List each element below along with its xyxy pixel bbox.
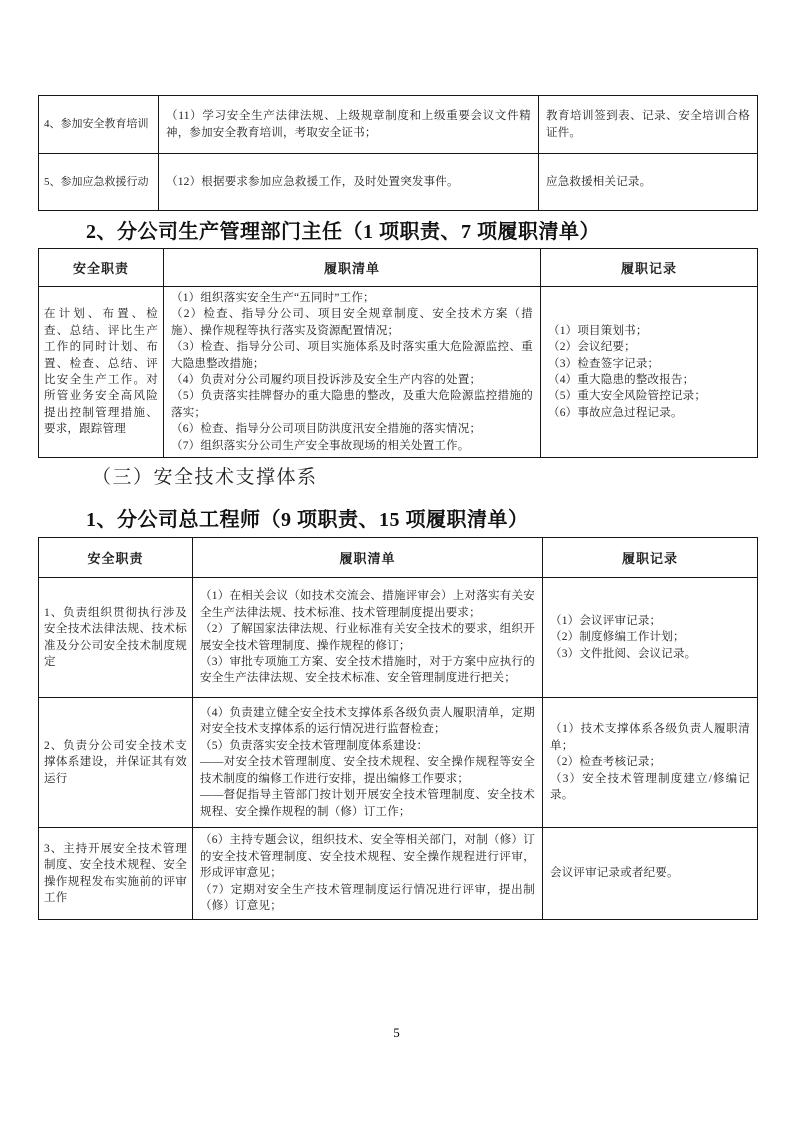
record-item: （4）重大隐患的整改报告； (548, 374, 695, 387)
column-header-records: 履职记录 (541, 249, 758, 287)
duty-table-production-manager (38, 248, 758, 458)
duty-cell (39, 154, 159, 211)
column-header-duty: 安全职责 (39, 538, 193, 578)
checklist-cell (193, 698, 543, 828)
checklist-cell (164, 287, 541, 458)
record-cell (543, 578, 758, 698)
checklist-item: （1）组织落实安全生产“五同时”工作； (171, 292, 375, 304)
checklist-item: （7）定期对安全生产技术管理制度运行情况进行评审，提出制（修）订意见； (200, 883, 535, 913)
checklist-item: （2）了解国家法律法规、行业标准有关安全技术的要求，组织开展安全技术管理制度、操作规程的修订； (200, 623, 535, 652)
record-item: （2）检查考核记录； (550, 756, 662, 769)
duty-cell (39, 287, 164, 458)
checklist-item: （5）负责落实安全技术管理制度体系建设： (200, 739, 429, 752)
checklist-item: （12）根据要求参加应急救援工作，及时处置突发事件。 (166, 175, 459, 188)
duty-table-continuation (38, 95, 758, 211)
column-header-checklist: 履职清单 (193, 538, 543, 578)
duty-text: 5、参加应急救援行动 (44, 175, 149, 188)
section-heading-tech-support-system: （三）安全技术支撑体系 (92, 467, 318, 488)
record-item: （3）安全技术管理制度建立/修编记录。 (550, 772, 750, 802)
duty-text: 在计划、布置、检查、总结、评比生产工作的同时计划、布置、检查、总结、评比安全生产工作。对所管业务安全高风险提出控制管理措施、要求，跟踪管理 (44, 308, 158, 436)
record-item: （2）会议纪要； (548, 341, 636, 354)
duty-text: 3、主持开展安全技术管理制度、安全技术规程、安全操作规程发布实施前的评审工作 (44, 842, 187, 904)
duty-table-chief-engineer (38, 537, 758, 920)
table-row (39, 96, 758, 154)
record-item: 教育培训签到表、记录、安全培训合格证件。 (546, 110, 750, 139)
duty-text: 1、负责组织贯彻执行涉及安全技术法律法规、技术标准及分公司安全技术制度规定 (44, 606, 187, 668)
checklist-item: （3）检查、指导分公司、项目实施体系及时落实重大危险源监控、重大隐患整改措施； (171, 341, 533, 370)
heading-production-manager: 2、分公司生产管理部门主任（1 项职责、7 项履职清单） (86, 221, 600, 243)
table-row (39, 698, 758, 828)
checklist-item: （3）审批专项施工方案、安全技术措施时，对于方案中应执行的安全生产法律法规、安全技术标准、安全管理制度进行把关； (200, 655, 535, 685)
column-header-checklist: 履职清单 (164, 249, 541, 287)
checklist-item: （11）学习安全生产法律法规、上级规章制度和上级重要会议文件精神，参加安全教育培训，考取安全证书； (166, 110, 531, 139)
table-header-row (39, 249, 758, 287)
duty-cell (39, 828, 193, 920)
checklist-item: （2）检查、指导分公司、项目安全规章制度、安全技术方案（措施）、操作规程等执行落实及资源配置情况； (171, 308, 533, 337)
table-row (39, 828, 758, 920)
duty-text: 2、负责分公司安全技术支撑体系建设，并保证其有效运行 (44, 739, 187, 785)
duty-cell (39, 578, 193, 698)
table-row (39, 578, 758, 698)
checklist-item: ——督促指导主管部门按计划开展安全技术管理制度、安全技术规程、安全操作规程的制（修）订工作； (200, 789, 535, 818)
heading-chief-engineer: 1、分公司总工程师（9 项职责、15 项履职清单） (86, 509, 529, 531)
record-cell (539, 154, 758, 211)
checklist-item: （6）主持专题会议，组织技术、安全等相关部门，对制（修）订的安全技术管理制度、安全技术规程、安全操作规程进行评审，形成评审意见； (200, 834, 535, 880)
record-item: （6）事故应急过程记录。 (548, 406, 683, 419)
column-header-records: 履职记录 (543, 538, 758, 578)
column-header-duty: 安全职责 (39, 249, 164, 287)
checklist-cell (159, 154, 539, 211)
checklist-item: （7）组织落实分公司生产安全事故现场的相关处置工作。 (171, 439, 470, 452)
record-item: （1）技术支撑体系各级负责人履职清单； (550, 723, 750, 752)
checklist-item: （4）负责对分公司履约项目投诉涉及安全生产内容的处置； (171, 374, 482, 387)
page-number: 5 (393, 1025, 400, 1040)
record-item: （5）重大安全风险管控记录； (548, 390, 707, 403)
record-item: （3）检查签字记录； (548, 357, 660, 370)
record-item: （1）会议评审记录； (550, 614, 662, 627)
record-item: 应急救援相关记录。 (546, 175, 652, 188)
table-header-row (39, 538, 758, 578)
record-item: （1）项目策划书； (548, 324, 648, 337)
checklist-cell (159, 96, 539, 154)
table-row (39, 287, 758, 458)
duty-cell (39, 96, 159, 154)
duty-cell (39, 698, 193, 828)
record-item: （3）文件批阅、会议记录。 (550, 647, 697, 660)
record-item: （2）制度修编工作计划； (550, 631, 685, 644)
checklist-cell (193, 828, 543, 920)
record-cell (539, 96, 758, 154)
record-item: 会议评审记录或者纪要。 (550, 867, 679, 880)
record-cell (543, 828, 758, 920)
checklist-item: （1）在相关会议（如技术交流会、措施评审会）上对落实有关安全生产法律法规、技术标准、技术管理制度提出要求； (200, 590, 535, 619)
checklist-cell (193, 578, 543, 698)
record-cell (541, 287, 758, 458)
record-cell (543, 698, 758, 828)
checklist-item: （6）检查、指导分公司项目防洪度汛安全措施的落实情况； (171, 423, 482, 436)
checklist-item: ——对安全技术管理制度、安全技术规程、安全操作规程等安全技术制度的编修工作进行安排，提出编修工作要求； (200, 756, 535, 785)
checklist-item: （5）负责落实挂牌督办的重大隐患的整改，及重大危险源监控措施的落实； (171, 390, 533, 419)
duty-text: 4、参加安全教育培训 (44, 118, 149, 131)
table-row (39, 154, 758, 211)
checklist-item: （4）负责建立健全安全技术支撑体系各级负责人履职清单，定期对安全技术支撑体系的运行情况进行监督检查； (200, 707, 535, 736)
